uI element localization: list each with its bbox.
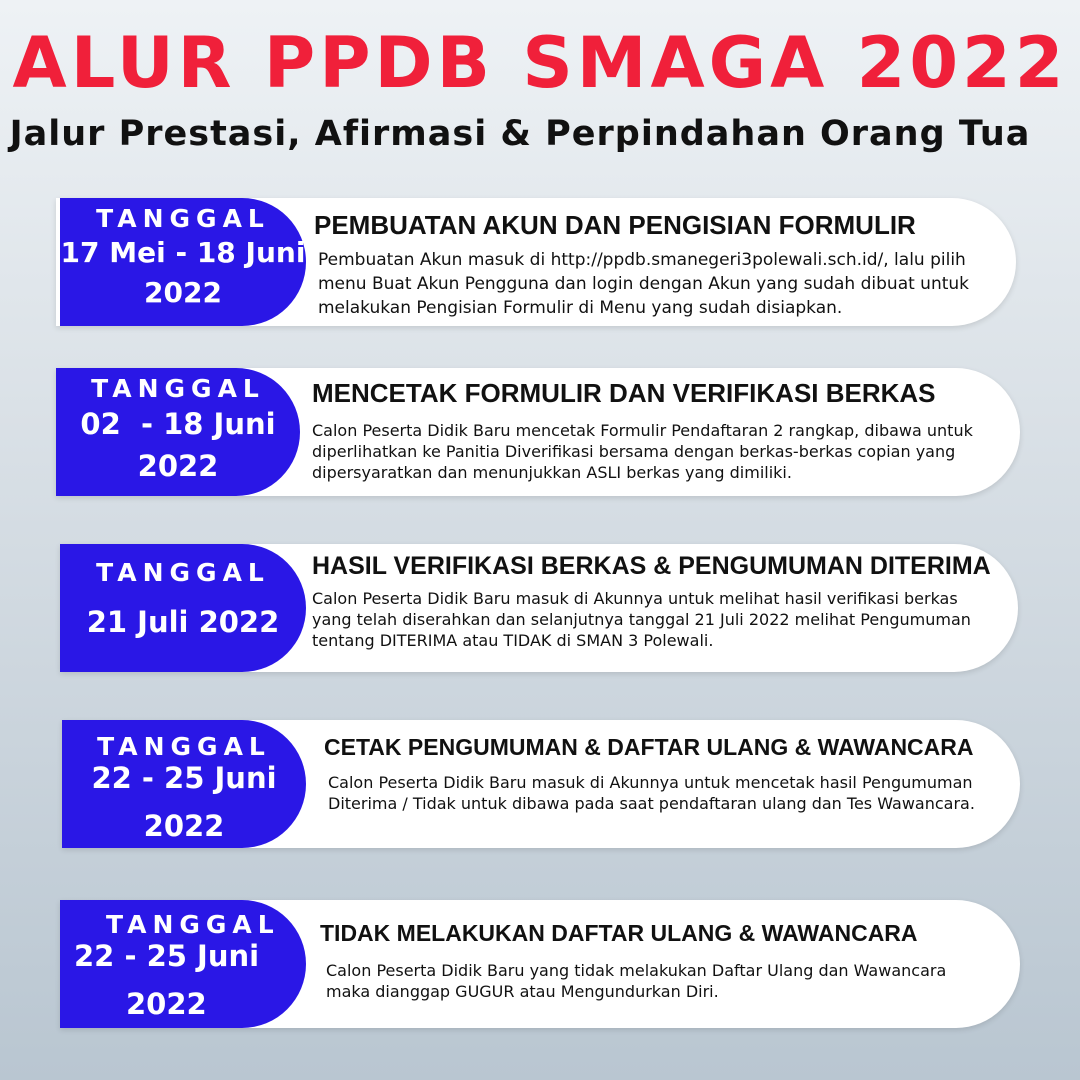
page-title: ALUR PPDB SMAGA 2022 — [12, 22, 1068, 104]
date-range: 21 Juli 2022 — [86, 605, 280, 639]
date-year: 2022 — [137, 449, 219, 483]
step-date-pill-5 — [60, 900, 306, 1028]
step-date-pill-1 — [60, 198, 306, 326]
date-year: 2022 — [126, 987, 207, 1021]
step-description: Calon Peserta Didik Baru mencetak Formulir Pendaftaran 2 rangkap, dibawa untuk diperlihatkan ke Panitia Diverifikasi bersama dengan berkas-berkas copian yang dipersyaratkan dan menunjukkan ASLI berkas yang dimiliki. — [312, 421, 973, 482]
date-label: TANGGAL — [96, 204, 270, 233]
date-range: 02 - 18 Juni — [80, 407, 276, 441]
step-date-pill-3 — [60, 544, 306, 672]
step-heading: HASIL VERIFIKASI BERKAS & PENGUMUMAN DITERIMA — [312, 552, 991, 580]
step-heading: MENCETAK FORMULIR DAN VERIFIKASI BERKAS — [312, 378, 936, 408]
date-range: 17 Mei - 18 Juni — [60, 236, 306, 269]
step-date-pill-2 — [56, 368, 300, 496]
date-range: 22 - 25 Juni — [91, 761, 277, 795]
date-year: 2022 — [143, 809, 225, 843]
date-label: TANGGAL — [97, 732, 271, 761]
date-label: TANGGAL — [96, 558, 270, 587]
step-date-pill-4 — [62, 720, 306, 848]
step-description: Calon Peserta Didik Baru yang tidak melakukan Daftar Ulang dan Wawancara maka dianggap GUGUR atau Mengundurkan Diri. — [326, 961, 947, 1001]
step-heading: TIDAK MELAKUKAN DAFTAR ULANG & WAWANCARA — [320, 920, 918, 946]
step-description: Calon Peserta Didik Baru masuk di Akunnya untuk mencetak hasil Pengumuman Diterima / Tidak untuk dibawa pada saat pendaftaran ulang dan Tes Wawancara. — [328, 773, 975, 813]
date-year: 2022 — [144, 276, 222, 309]
date-label: TANGGAL — [91, 374, 265, 403]
step-heading: CETAK PENGUMUMAN & DAFTAR ULANG & WAWANCARA — [324, 734, 974, 760]
step-description: Pembuatan Akun masuk di http://ppdb.smanegeri3polewali.sch.id/, lalu pilih menu Buat Akun Pengguna dan login dengan Akun yang sudah dibuat untuk melakukan Pengisian Formulir di Menu yang sudah disiapkan. — [318, 250, 970, 318]
date-range: 22 - 25 Juni — [74, 939, 260, 973]
page-subtitle: Jalur Prestasi, Afirmasi & Perpindahan Orang Tua — [9, 114, 1031, 154]
step-heading: PEMBUATAN AKUN DAN PENGISIAN FORMULIR — [314, 210, 916, 240]
step-description: Calon Peserta Didik Baru masuk di Akunnya untuk melihat hasil verifikasi berkas yang telah diserahkan dan selanjutnya tanggal 21 Juli 2022 melihat Pengumuman tentang DITERIMA atau TIDAK di SMAN 3 Polewali. — [312, 589, 971, 650]
date-label: TANGGAL — [106, 910, 280, 939]
